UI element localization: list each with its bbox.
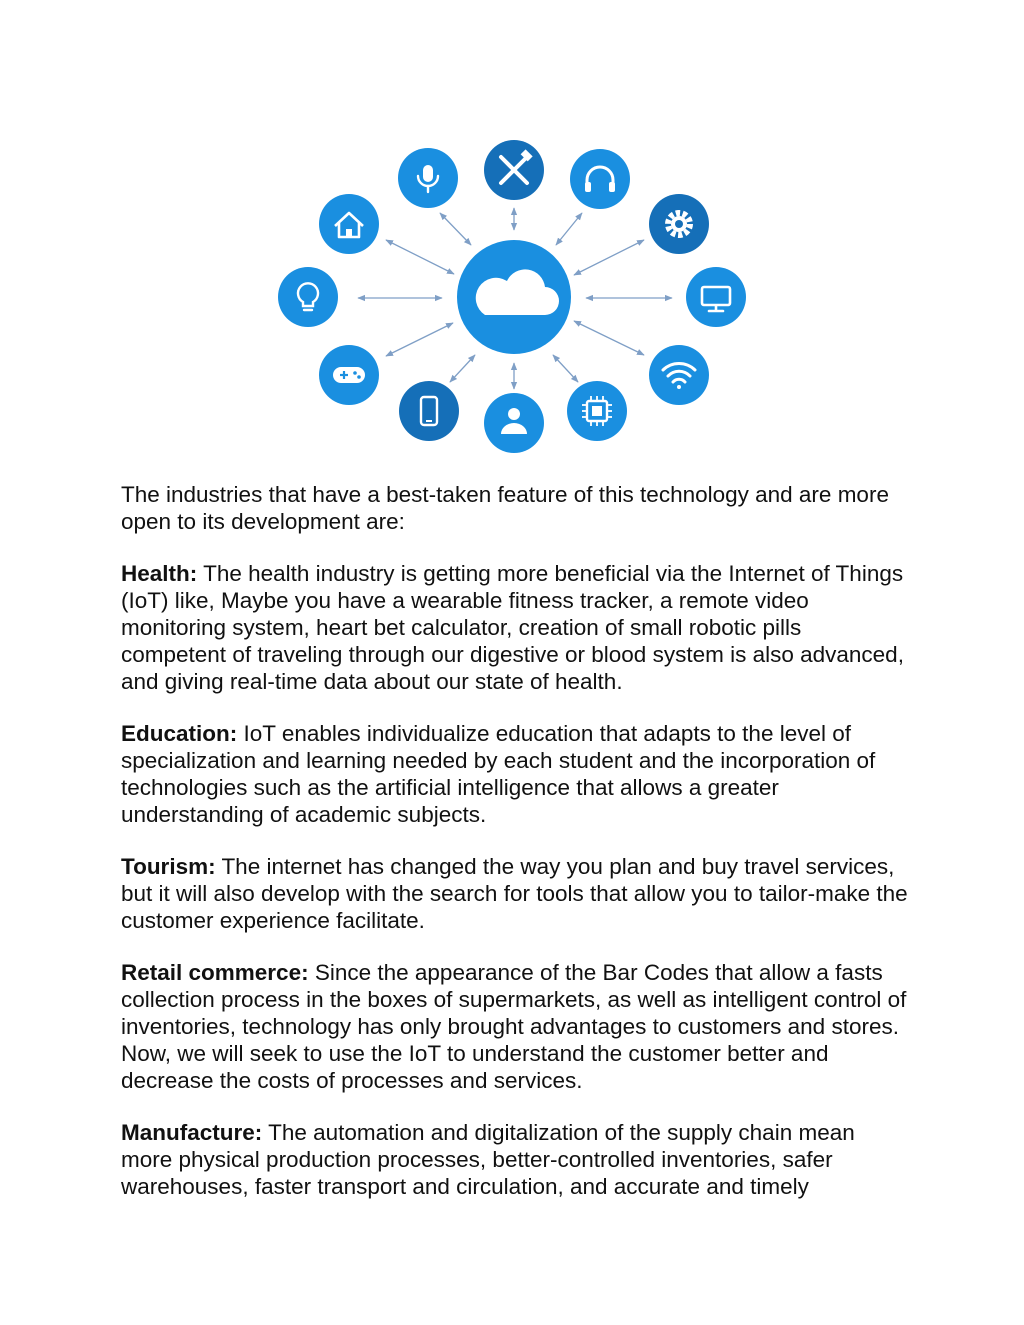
section-body-education: IoT enables individualize education that adapts to the level of specialization and learning needed by each student and the incorporation of technologies such as the artificial intelligence that allows a greater understanding of academic subjects.	[121, 721, 876, 827]
user-node	[484, 393, 544, 453]
tools-node	[484, 140, 544, 200]
microphone-node	[398, 148, 458, 208]
tourism-paragraph	[121, 853, 911, 934]
section-body-retail: Since the appearance of the Bar Codes that allow a fasts collection process in the boxes of supermarkets, as well as intelligent control of inventories, technology has only brought advantages to customers and stores. Now, we will seek to use the IoT to understand the customer better and decrease the costs of processes and services.	[121, 960, 907, 1093]
section-title-retail: Retail commerce:	[121, 960, 309, 985]
section-body-tourism: The internet has changed the way you plan and buy travel services, but it will also develop with the search for tools that allow you to tailor-make the customer experience facilitate.	[121, 854, 908, 933]
headphones-node	[570, 149, 630, 209]
manufacture-paragraph	[121, 1119, 911, 1200]
home-node	[319, 194, 379, 254]
article-text	[121, 481, 911, 1225]
section-title-manufacture: Manufacture:	[121, 1120, 263, 1145]
section-title-health: Health:	[121, 561, 198, 586]
iot-diagram	[270, 130, 760, 460]
retail-paragraph	[121, 959, 911, 1094]
section-title-tourism: Tourism:	[121, 854, 216, 879]
chip-node	[567, 381, 627, 441]
health-paragraph	[121, 560, 911, 695]
cloud-hub	[457, 240, 571, 354]
section-body-health: The health industry is getting more beneficial via the Internet of Things (IoT) like, Maybe you have a wearable fitness tracker, a remote video monitoring system, heart bet calculator, creation of small robotic pills competent of traveling through our digestive or blood system is also advanced, and giving real-time data about our state of health.	[121, 561, 904, 694]
wifi-node	[649, 345, 709, 405]
intro-paragraph: The industries that have a best-taken feature of this technology and are more open to its development are:	[121, 482, 889, 534]
lightbulb-node	[278, 267, 338, 327]
education-paragraph	[121, 720, 911, 828]
gamepad-node	[319, 345, 379, 405]
smartphone-node	[399, 381, 459, 441]
gear-node	[649, 194, 709, 254]
section-title-education: Education:	[121, 721, 238, 746]
section-body-manufacture: The automation and digitalization of the supply chain mean more physical production processes, better-controlled inventories, safer warehouses, faster transport and circulation, and accurate and timely	[121, 1120, 855, 1199]
gamepad-icon	[333, 367, 365, 383]
monitor-node	[686, 267, 746, 327]
